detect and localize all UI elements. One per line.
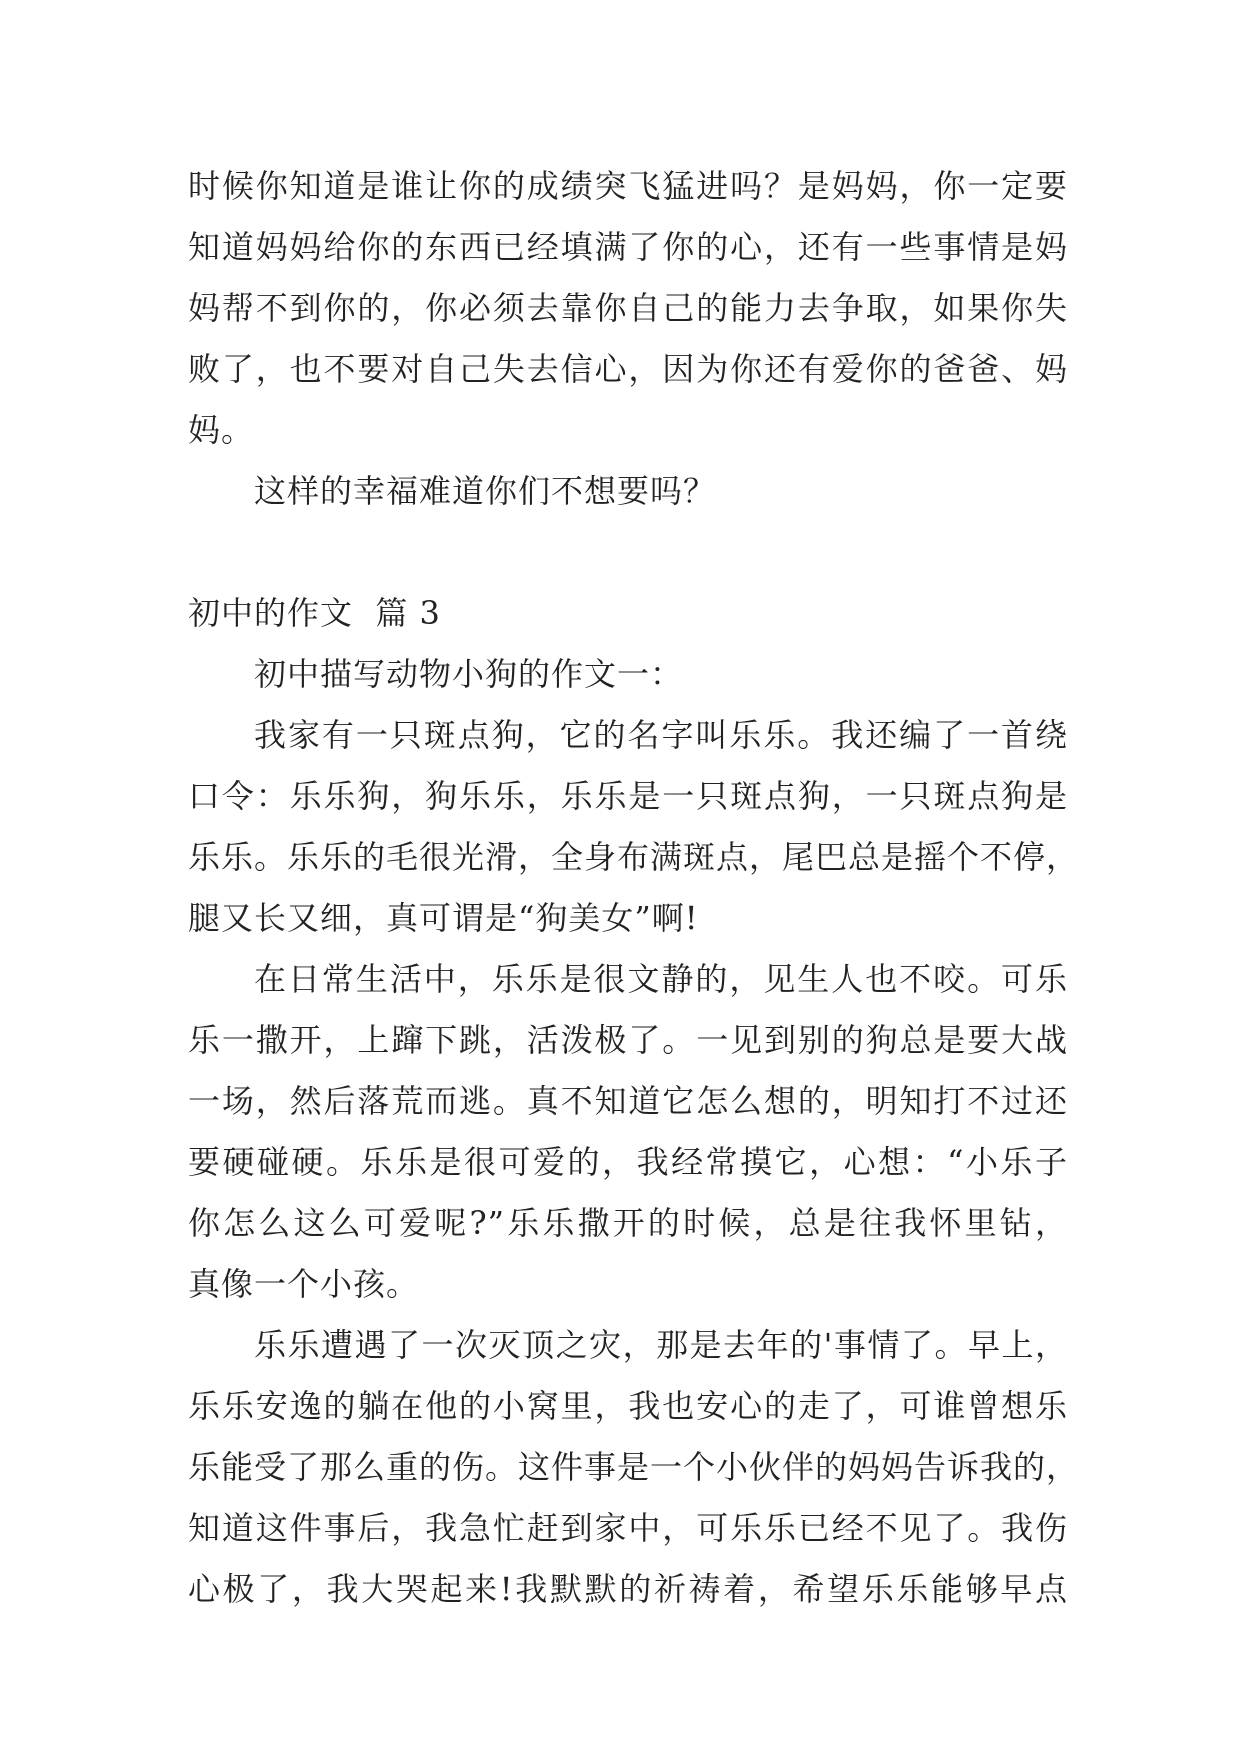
text-line: 乐能受了那么重的伤。这件事是一个小伙伴的妈妈告诉我的， (188, 1448, 1080, 1486)
text-line: 乐乐遭遇了一次灭顶之灾，那是去年的'事情了。早上， (254, 1326, 1068, 1364)
document-body (188, 156, 1080, 1620)
text-line: 乐乐。乐乐的毛很光滑，全身布满斑点，尾巴总是摇个不停， (188, 838, 1080, 876)
paragraph (188, 949, 1068, 1315)
text-line: 一场，然后落荒而逃。真不知道它怎么想的，明知打不过还 (188, 1082, 1068, 1120)
text-line: 你怎么这么可爱呢?”乐乐撒开的时候，总是往我怀里钻， (188, 1204, 1068, 1242)
text-line: 要硬碰硬。乐乐是很可爱的，我经常摸它，心想：“小乐子 (188, 1143, 1068, 1181)
text-line: 心极了，我大哭起来!我默默的祈祷着，希望乐乐能够早点 (188, 1570, 1068, 1608)
section-heading: 初中的作文 篇 3 (188, 594, 441, 632)
text-line: 腿又长又细，真可谓是“狗美女”啊! (188, 899, 699, 937)
text-line: 乐一撒开，上蹿下跳，活泼极了。一见到别的狗总是要大战 (188, 1021, 1068, 1059)
text-line: 乐乐安逸的躺在他的小窝里，我也安心的走了，可谁曾想乐 (188, 1387, 1068, 1425)
paragraph (188, 1315, 1080, 1620)
text-line: 妈。 (188, 411, 255, 449)
text-line: 知道妈妈给你的东西已经填满了你的心，还有一些事情是妈 (188, 228, 1068, 266)
paragraph (188, 156, 1068, 461)
blank-line (188, 522, 1068, 583)
paragraph (188, 705, 1080, 949)
text-line: 知道这件事后，我急忙赶到家中，可乐乐已经不见了。我伤 (188, 1509, 1068, 1547)
text-line: 初中描写动物小狗的作文一： (254, 655, 684, 693)
text-line: 这样的幸福难道你们不想要吗？ (254, 472, 717, 510)
text-line: 时候你知道是谁让你的成绩突飞猛进吗？是妈妈，你一定要 (188, 167, 1068, 205)
paragraph (188, 461, 1068, 522)
text-line: 妈帮不到你的，你必须去靠你自己的能力去争取，如果你失 (188, 289, 1068, 327)
text-line: 真像一个小孩。 (188, 1265, 420, 1303)
text-line: 我家有一只斑点狗，它的名字叫乐乐。我还编了一首绕 (254, 716, 1068, 754)
text-line: 在日常生活中，乐乐是很文静的，见生人也不咬。可乐 (254, 960, 1068, 998)
text-line: 口令：乐乐狗，狗乐乐，乐乐是一只斑点狗，一只斑点狗是 (188, 777, 1068, 815)
text-line: 败了，也不要对自己失去信心，因为你还有爱你的爸爸、妈 (188, 350, 1068, 388)
paragraph (188, 644, 1068, 705)
